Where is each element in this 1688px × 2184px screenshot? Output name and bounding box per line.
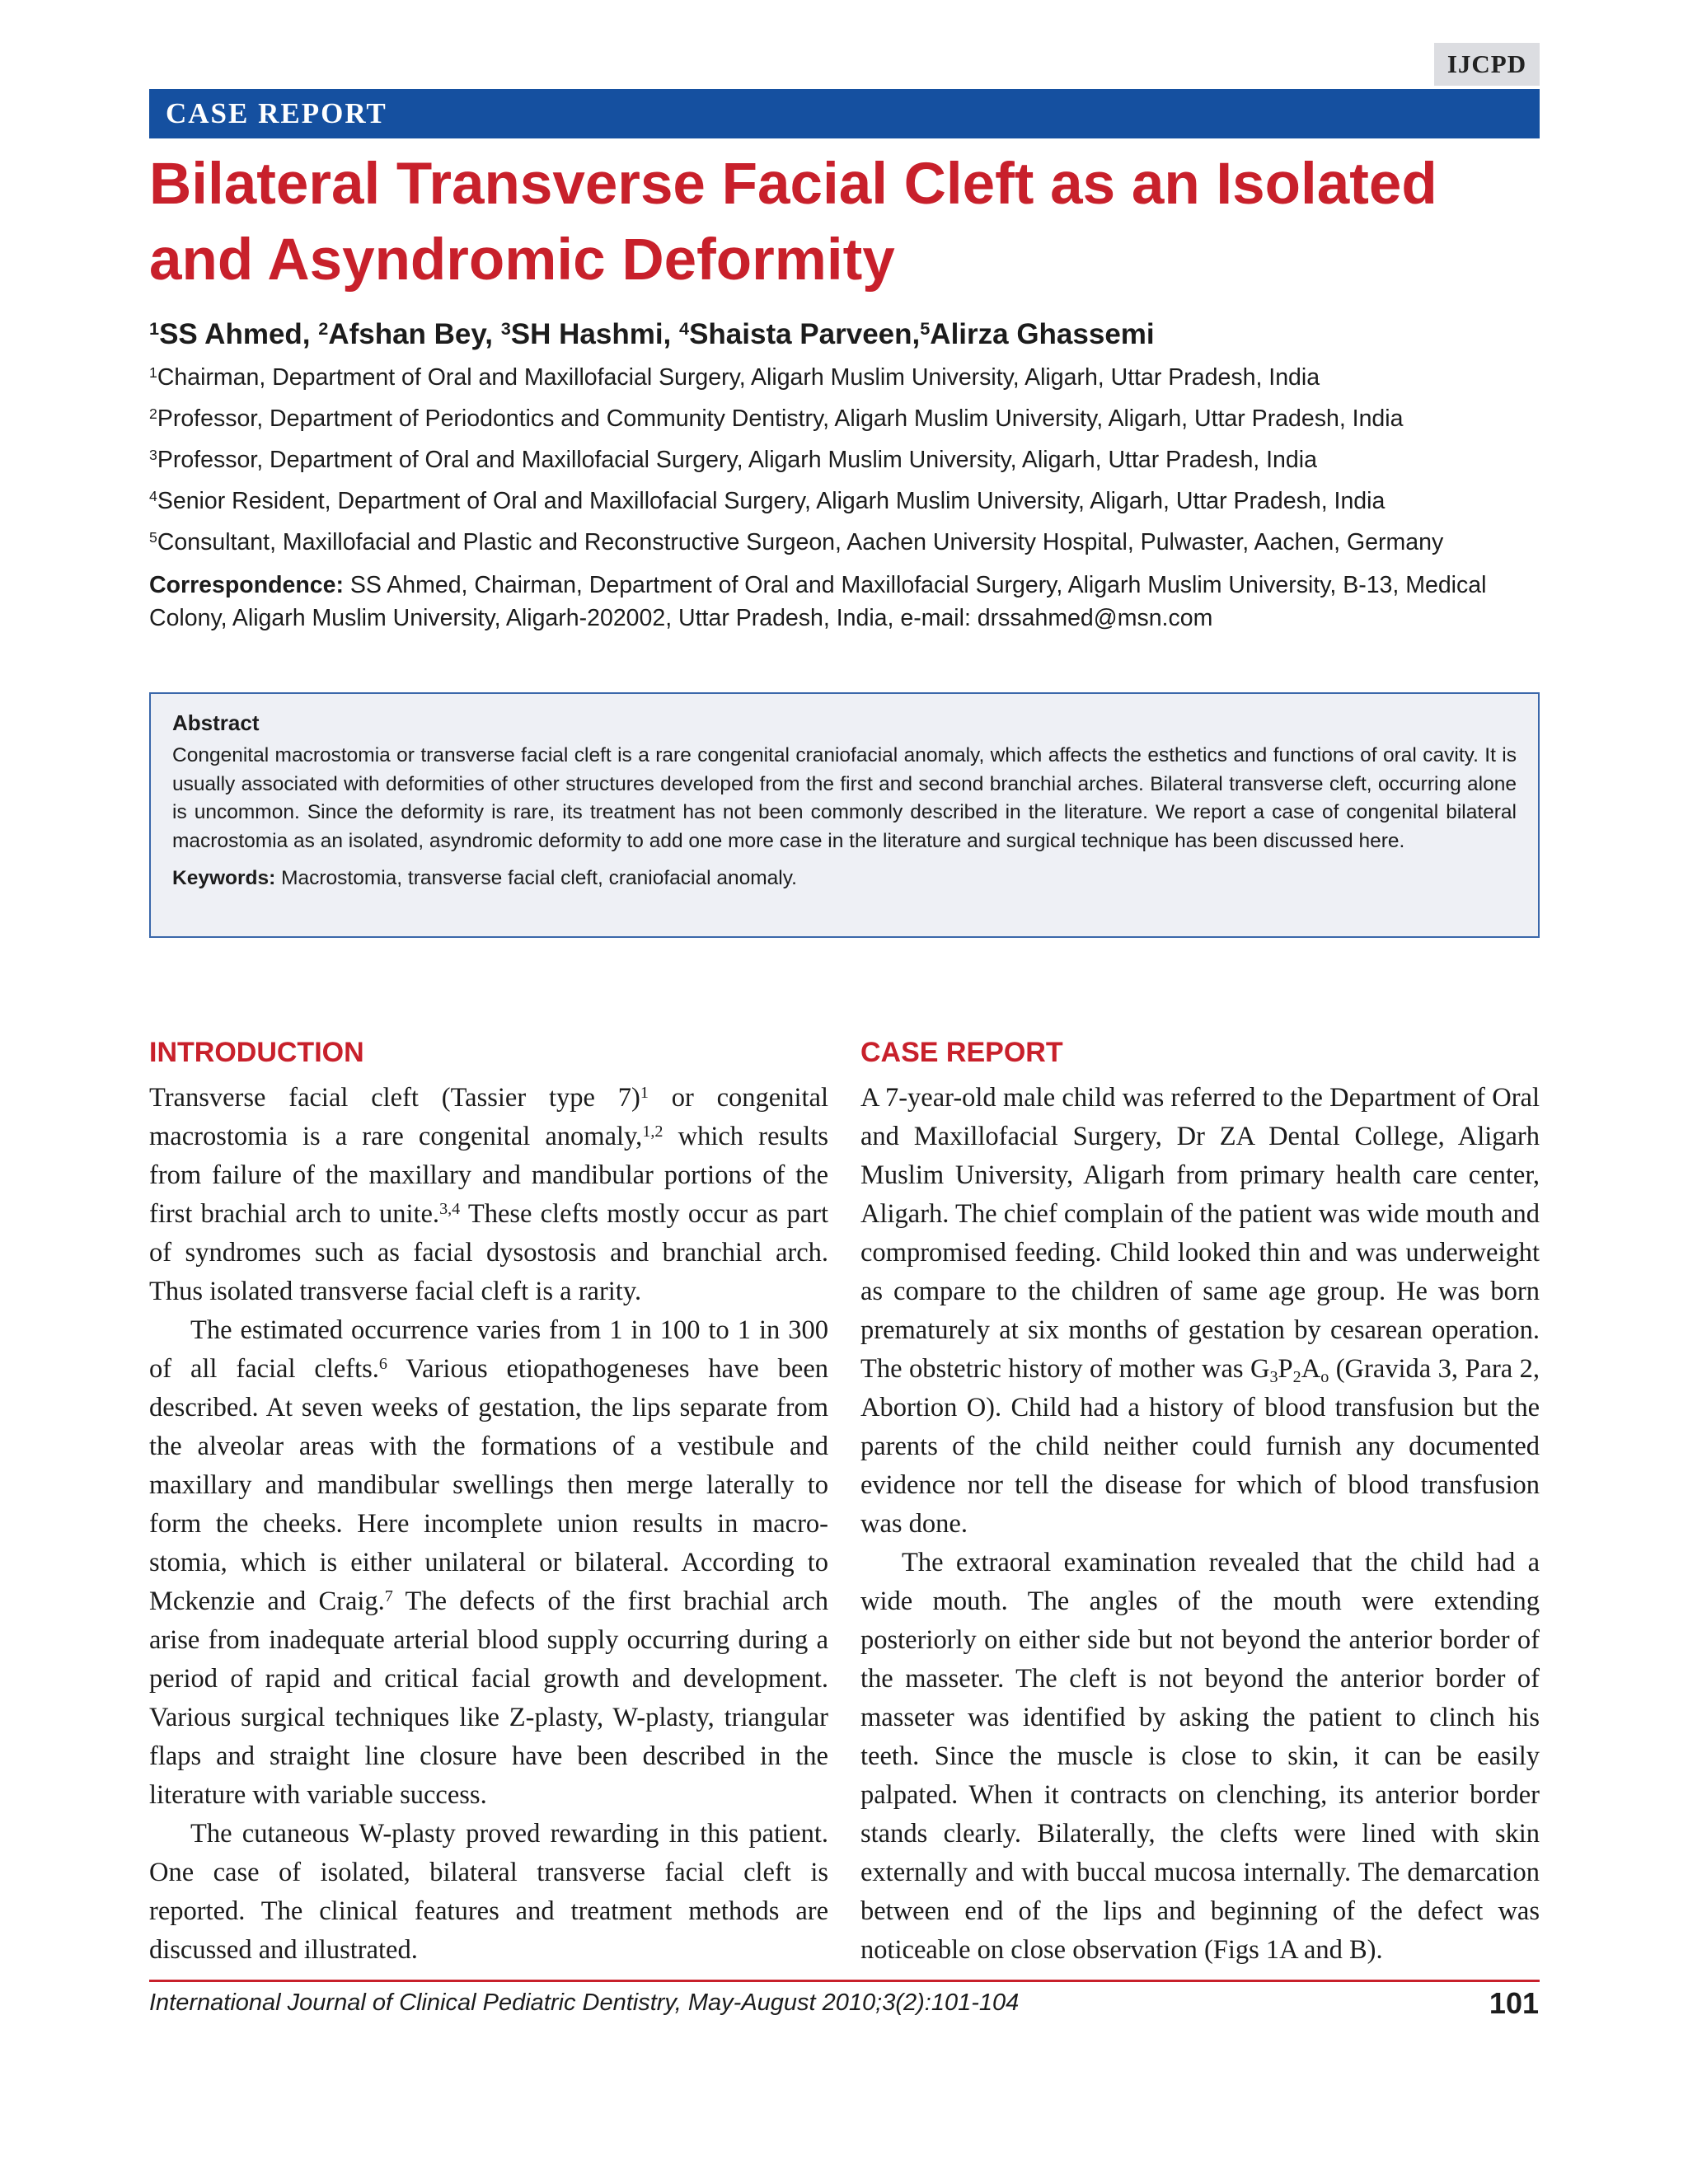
- text-run: These clefts mostly occur as part of syndromes such as facial dysostosis and branchial arch. Thus isolated transverse facial cleft is a rarity.: [149, 1199, 828, 1306]
- author-list: [149, 312, 1550, 358]
- affiliation: [149, 361, 1550, 394]
- affiliation-text: Chairman, Department of Oral and Maxillofacial Surgery, Aligarh Muslim University, Aligarh, Uttar Pradesh, India: [157, 364, 1320, 391]
- footer-divider: [149, 1980, 1540, 1982]
- subscript: o: [1320, 1368, 1329, 1387]
- text-run: (Gravida 3, Para 2, Abortion O). Child had a history of blood transfusion but the parents of the child neither could furnish any documented evidence nor tell the disease for which of blood transfusion was done.: [860, 1354, 1540, 1539]
- abstract-heading: Abstract: [172, 710, 260, 735]
- text-run: A 7-year-old male child was referred to the Department of Oral and Maxillofacial Surgery, Dr ZA Dental College, Aligarh Muslim University, Aligarh from primary health care center, Aligarh. The chief complain of the patient was wide mouth and compromised feeding. Child looked thin and was underweight as compare to the children of same age group. He was born prematurely at six months of gestation by cesarean operation. The obstetric history of mother was G: [860, 1083, 1540, 1384]
- introduction-column: [149, 1034, 828, 1970]
- text-run: The defects of the first brachial arch arise from inadequate arterial blood supply occurring during a period of rapid and critical facial growth and development. Various surgical techniques like Z-plasty, W-plasty, triangular flaps and straight line closure have been described in the literature with variable success.: [149, 1586, 828, 1810]
- affiliation-text: Senior Resident, Department of Oral and Maxillofacial Surgery, Aligarh Muslim University, Aligarh, Uttar Pradesh, India: [157, 488, 1386, 514]
- keywords-label: Keywords:: [172, 867, 276, 889]
- affiliation: [149, 402, 1550, 435]
- correspondence: [149, 569, 1542, 635]
- text-run: The estimated occurrence varies from 1 in 100 to 1 in 300 of all facial clefts.: [149, 1315, 828, 1384]
- paragraph: [149, 1311, 828, 1815]
- affiliation-text: Professor, Department of Periodontics and Community Dentistry, Aligarh Muslim University, Aligarh, Uttar Pradesh, India: [157, 405, 1404, 432]
- correspondence-label: Correspondence:: [149, 572, 344, 598]
- paragraph: [149, 1079, 828, 1311]
- text-run: or congenital macrostomia is a rare congenital anomaly,: [149, 1083, 828, 1151]
- citation-ref: 6: [378, 1354, 387, 1373]
- text-run: Transverse facial cleft (Tassier type 7): [149, 1083, 640, 1113]
- citation-ref: 1,2: [642, 1122, 663, 1141]
- author-index: 4: [679, 318, 690, 340]
- page-number: 101: [1489, 1986, 1539, 2020]
- citation-ref: 3,4: [439, 1199, 461, 1218]
- author-name: Shaista Parveen,: [689, 318, 921, 350]
- subscript: 3: [1269, 1368, 1278, 1387]
- journal-tag: IJCPD: [1434, 43, 1540, 86]
- article-type-banner: CASE REPORT: [149, 89, 1540, 138]
- footer-citation: International Journal of Clinical Pediatric Dentistry, May-August 2010;3(2):101-104: [149, 1990, 1020, 2016]
- citation-ref: 1: [640, 1083, 649, 1102]
- text-run: which results from failure of the maxillary and mandibular portions of the first brachial arch to unite.: [149, 1122, 829, 1229]
- affiliation: [149, 526, 1550, 559]
- author-index: 2: [318, 318, 329, 340]
- article-title: Bilateral Transverse Facial Cleft as an Isolated and Asyndromic Deformity: [149, 152, 1437, 293]
- author-index: 5: [920, 318, 931, 340]
- paragraph: The cutaneous W-plasty proved rewarding in this patient. One case of isolated, bilateral transverse facial cleft is reported. The clinical features and treatment methods are discussed and illustrated.: [149, 1819, 828, 1965]
- affiliation-index: 5: [149, 529, 157, 546]
- paragraph: The extraoral examination revealed that the child had a wide mouth. The angles of the mouth were extending posteriorly on either side but not beyond the anterior border of the masseter. The cleft is not beyond the anterior border of masseter was identified by asking the patient to clinch his teeth. Since the muscle is close to skin, it can be easily palpated. When it contracts on clenching, its anterior border stands clearly. Bilaterally, the clefts were lined with skin externally and with buccal mucosa internally. The demarcation between end of the lips and beginning of the defect was noticeable on close observation (Figs 1A and B).: [860, 1548, 1540, 1965]
- author-name: SS Ahmed,: [159, 318, 319, 350]
- introduction-heading: INTRODUCTION: [149, 1037, 364, 1068]
- text-run: P: [1278, 1354, 1293, 1384]
- affiliation-index: 1: [149, 364, 157, 382]
- text-run: A: [1301, 1354, 1321, 1384]
- affiliation-text: Professor, Department of Oral and Maxillofacial Surgery, Aligarh Muslim University, Aligarh, Uttar Pradesh, India: [157, 447, 1317, 473]
- paragraph: [860, 1079, 1540, 1544]
- correspondence-text: SS Ahmed, Chairman, Department of Oral and Maxillofacial Surgery, Aligarh Muslim University, B-13, Medical Colony, Aligarh Muslim University, Aligarh-202002, Uttar Pradesh, India, e-mail: drssahmed@msn.com: [149, 572, 1487, 631]
- keywords: [172, 867, 1517, 890]
- affiliation: [149, 485, 1550, 518]
- author-name: Alirza Ghassemi: [930, 318, 1155, 350]
- author-name: Afshan Bey,: [328, 318, 501, 350]
- subscript: 2: [1292, 1368, 1301, 1387]
- abstract-text: Congenital macrostomia or transverse facial cleft is a rare congenital craniofacial anomaly, which affects the esthetics and functions of oral cavity. It is usually associated with deformities of other structures developed from the first and second branchial arches. Bilateral transverse cleft, occurring alone is uncommon. Since the deformity is rare, its treatment has not been commonly described in the literature. We report a case of congenital bilateral macrostomia as an isolated, asyndromic deformity to add one more case in the literature and surgical technique has been discussed here.: [172, 744, 1517, 852]
- author-index: 1: [149, 318, 160, 340]
- citation-ref: 7: [384, 1586, 393, 1605]
- affiliation-index: 2: [149, 405, 157, 423]
- text-run: Various etiopathogeneses have been described. At seven weeks of gestation, the lips separate from the alveolar areas with the formations of a vestibule and maxillary and mandibular swellings then merge laterally to form the cheeks. Here incomplete union results in macro-stomia, which is either unilateral or bilateral. According to Mckenzie and Craig.: [149, 1354, 829, 1616]
- case-report-column: [860, 1034, 1540, 1970]
- affiliation-index: 4: [149, 488, 157, 505]
- affiliation: [149, 443, 1550, 476]
- abstract-box: [149, 692, 1540, 938]
- affiliation-text: Consultant, Maxillofacial and Plastic and Reconstructive Surgeon, Aachen University Hospital, Pulwaster, Aachen, Germany: [157, 529, 1444, 555]
- keywords-text: Macrostomia, transverse facial cleft, craniofacial anomaly.: [275, 867, 797, 889]
- author-index: 3: [500, 318, 511, 340]
- affiliation-index: 3: [149, 447, 157, 464]
- author-name: SH Hashmi,: [510, 318, 680, 350]
- case-report-heading: CASE REPORT: [860, 1037, 1063, 1068]
